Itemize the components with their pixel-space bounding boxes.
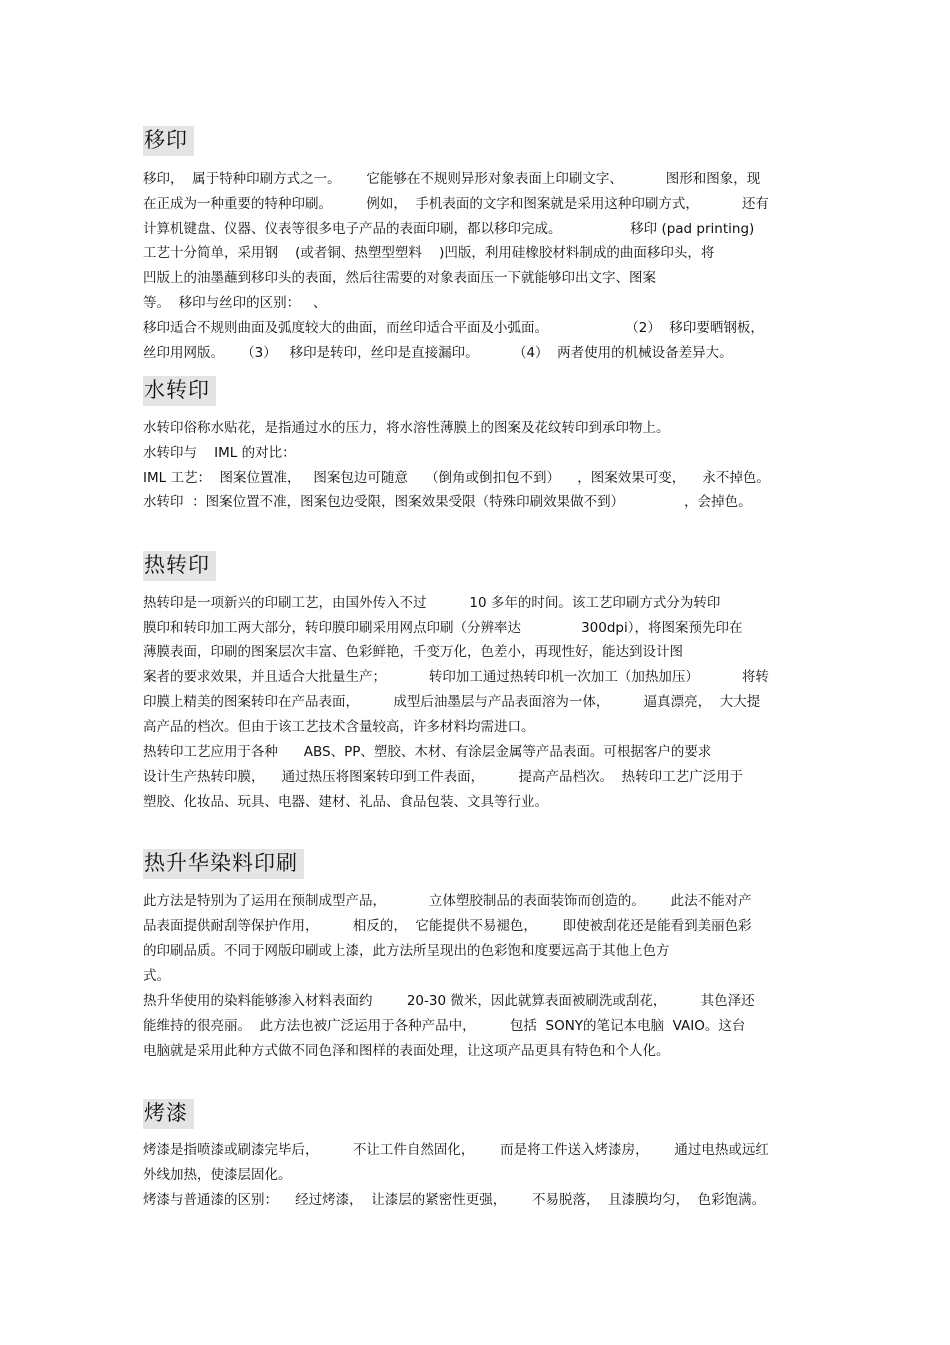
section-heading-water-transfer: 水转印	[143, 376, 216, 406]
paragraph-line: 能维持的很亮丽。 此方法也被广泛运用于各种产品中， 包括 SONY的笔记本电脑 VAIO。这台	[143, 1018, 746, 1034]
paragraph-line: 移印适合不规则曲面及弧度较大的曲面，而丝印适合平面及小弧面。 （2） 移印要晒钢板，	[143, 320, 764, 336]
paragraph-line: 水转印俗称水贴花，是指通过水的压力，将水溶性薄膜上的图案及花纹转印到承印物上。	[143, 420, 670, 436]
paragraph-line: 水转印 ：图案位置不准，图案包边受限，图案效果受限（特殊印刷效果做不到） ，会掉色。	[143, 494, 752, 510]
paragraph-line: 烤漆与普通漆的区别： 经过烤漆， 让漆层的紧密性更强， 不易脱落， 且漆膜均匀， 色彩饱满。	[143, 1192, 766, 1208]
paragraph-line: 高产品的档次。但由于该工艺技术含量较高，许多材料均需进口。	[143, 719, 535, 735]
paragraph-line: 塑胶、化妆品、玩具、电器、建材、礼品、食品包装、文具等行业。	[143, 794, 548, 810]
paragraph-line: 凹版上的油墨蘸到移印头的表面，然后往需要的对象表面压一下就能够印出文字、图案	[143, 270, 656, 286]
section-heading-pad-printing: 移印	[143, 126, 194, 156]
paragraph-line: 的印刷品质。不同于网版印刷或上漆，此方法所呈现出的色彩饱和度要远高于其他上色方	[143, 943, 670, 959]
paragraph-line: 工艺十分简单，采用钢 (或者铜、热塑型塑料 )凹版，利用硅橡胶材料制成的曲面移印头，将	[143, 245, 715, 261]
paragraph-line: 印膜上精美的图案转印在产品表面， 成型后油墨层与产品表面溶为一体， 逼真漂亮， 大大提	[143, 694, 761, 710]
section-heading-baking-paint: 烤漆	[143, 1099, 194, 1129]
paragraph-line: 热转印工艺应用于各种 ABS、PP、塑胶、木材、有涂层金属等产品表面。可根据客户的要求	[143, 744, 712, 760]
paragraph-line: 设计生产热转印膜， 通过热压将图案转印到工件表面， 提高产品档次。 热转印工艺广泛用于	[143, 769, 744, 785]
paragraph-line: 热升华使用的染料能够渗入材料表面约 20-30 微米，因此就算表面被刷洗或刮花， 其色泽还	[143, 993, 755, 1009]
paragraph-line: 丝印用网版。 （3） 移印是转印，丝印是直接漏印。 （4） 两者使用的机械设备差异大。	[143, 345, 733, 361]
paragraph-line: 热转印是一项新兴的印刷工艺，由国外传入不过 10 多年的时间。该工艺印刷方式分为转印	[143, 595, 721, 611]
section-heading-heat-transfer: 热转印	[143, 551, 216, 581]
paragraph-line: 外线加热，使漆层固化。	[143, 1167, 292, 1183]
paragraph-line: 薄膜表面，印刷的图案层次丰富、色彩鲜艳，千变万化，色差小，再现性好，能达到设计图	[143, 644, 683, 660]
paragraph-line: 计算机键盘、仪器、仪表等很多电子产品的表面印刷，都以移印完成。 移印 (pad printing)	[143, 221, 755, 237]
section-heading-dye-sublimation: 热升华染料印刷	[143, 849, 304, 879]
paragraph-line: 此方法是特别为了运用在预制成型产品， 立体塑胶制品的表面装饰而创造的。 此法不能对产	[143, 893, 752, 909]
paragraph-line: 在正成为一种重要的特种印刷。 例如， 手机表面的文字和图案就是采用这种印刷方式， 还有	[143, 196, 769, 212]
paragraph-line: 电脑就是采用此种方式做不同色泽和图样的表面处理，让这项产品更具有特色和个人化。	[143, 1043, 670, 1059]
paragraph-line: 案者的要求效果，并且适合大批量生产； 转印加工通过热转印机一次加工（加热加压） 将转	[143, 669, 769, 685]
paragraph-line: 移印， 属于特种印刷方式之一。 它能够在不规则异形对象表面上印刷文字、 图形和图象，现	[143, 171, 761, 187]
paragraph-line: 品表面提供耐刮等保护作用， 相反的， 它能提供不易褪色， 即使被刮花还是能看到美丽色彩	[143, 918, 752, 934]
paragraph-line: 等。 移印与丝印的区别： 、	[143, 295, 327, 311]
paragraph-line: 膜印和转印加工两大部分，转印膜印刷采用网点印刷（分辨率达 300dpi），将图案预先印在	[143, 620, 743, 636]
paragraph-line: 烤漆是指喷漆或刷漆完毕后， 不让工件自然固化， 而是将工件送入烤漆房， 通过电热或远红	[143, 1142, 769, 1158]
paragraph-line: 式。	[143, 968, 170, 984]
paragraph-line: 水转印与 IML 的对比：	[143, 445, 296, 461]
paragraph-line: IML 工艺： 图案位置准， 图案包边可随意 （倒角或倒扣包不到） ，图案效果可变， 永不掉色。	[143, 470, 770, 486]
